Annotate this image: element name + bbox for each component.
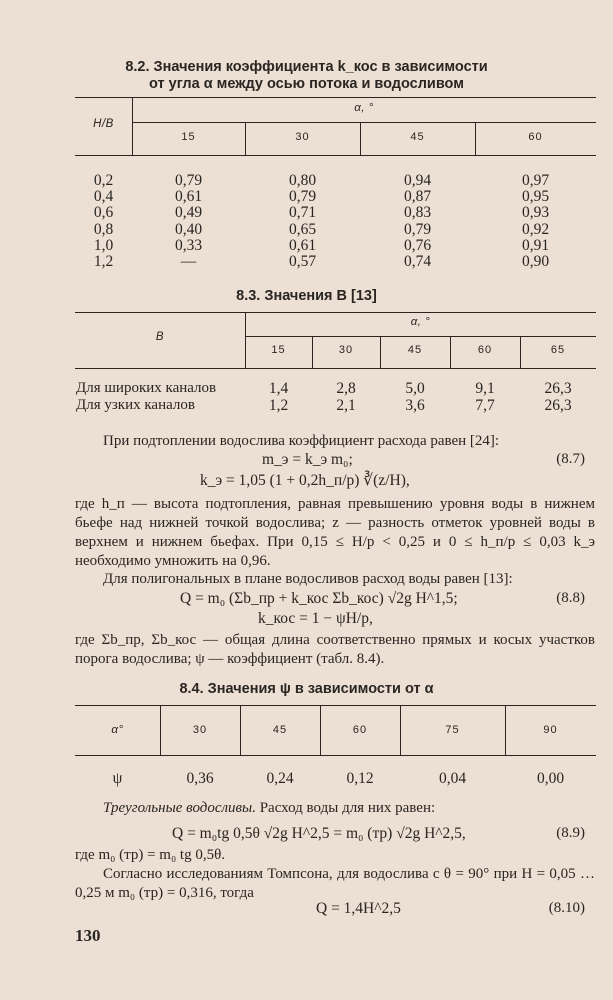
table-8-2-row-label: 0,6 (93, 204, 114, 222)
table-8-2-cell: 0,61 (288, 236, 317, 254)
table-8-2-angle: 60 (528, 131, 543, 143)
table-8-2-cell: 0,71 (288, 204, 317, 222)
table-8-3-col-header: B (155, 331, 165, 343)
table-8-3-header-rule (75, 368, 596, 369)
table-8-3-cell: 1,2 (268, 397, 289, 414)
table-8-3-angle: 30 (338, 344, 354, 356)
table-8-3-angle: 15 (271, 344, 286, 356)
paragraph: где Σb_пр, Σb_кос — общая длина соответственно прямых и косых участков порога водослива; ψ — коэффициент (табл. 8.4). (75, 632, 595, 667)
table-8-2-title-line1: 8.2. Значения коэффициента k_кос в зависимости (125, 59, 488, 75)
table-8-2-cell: 0,79 (288, 188, 317, 206)
table-8-2-cell: 0,76 (403, 236, 432, 254)
table-8-3-angle: 45 (407, 344, 423, 356)
table-8-4-angle: 90 (543, 724, 558, 736)
paragraph: Согласно исследованиям Томпсона, для водослива с θ = 90° при H = 0,05 … 0,25 м m₀ (тр) = 0,316, тогда (75, 866, 595, 901)
table-8-3-cell: 1,4 (268, 380, 289, 397)
formula-8-7b: k_э = 1,05 (1 + 0,2h_п/p) ∛(z/H), (200, 472, 410, 489)
table-8-2-cell: 0,97 (521, 172, 550, 189)
paragraph: При подтоплении водослива коэффициент расхода равен [24]: (103, 433, 500, 449)
table-8-2-cell: 0,92 (521, 220, 550, 238)
formula-8-7a: m_э = k_э m₀; (262, 451, 353, 468)
table-8-2-cell: 0,40 (174, 220, 203, 238)
table-8-4-row-label: ψ (112, 770, 123, 787)
table-8-3-angle: 60 (477, 344, 493, 356)
table-8-3-cell: 3,6 (405, 397, 425, 414)
table-8-3-cell: 9,1 (475, 380, 495, 397)
table-8-2-angle: 15 (181, 131, 196, 143)
table-8-2-cell: 0,65 (288, 220, 317, 238)
table-8-2-cell: 0,33 (174, 236, 203, 254)
paragraph-rest: Расход воды для них равен: (259, 800, 436, 816)
table-8-2-cell: 0,90 (521, 253, 550, 270)
table-8-2-row-label: 0,4 (93, 188, 114, 206)
table-8-3-cell: 26,3 (544, 397, 572, 414)
table-8-2-row-label: 1,2 (93, 253, 114, 270)
table-8-3-row-label: Для узких каналов (76, 397, 195, 413)
equation-number: (8.7) (556, 451, 585, 467)
table-8-2-top-rule (75, 97, 596, 98)
table-8-2-row-label: 0,2 (93, 172, 114, 189)
table-8-4-cell: 0,00 (536, 770, 565, 787)
paragraph-lead: Треугольные водосливы. (103, 800, 256, 816)
table-8-2-cell: 0,94 (403, 172, 432, 189)
table-8-4-cell: 0,36 (186, 770, 214, 787)
table-8-2-cell: 0,83 (403, 204, 432, 222)
table-8-4-header-rule (75, 755, 596, 756)
table-8-2-group-header: α, ° (354, 102, 374, 114)
table-8-3-cell: 2,1 (336, 397, 356, 414)
table-8-3-title: 8.3. Значения B [13] (236, 288, 377, 304)
table-8-3-row-label: Для широких каналов (76, 380, 217, 396)
table-8-2-title-line2: от угла α между осью потока и водосливом (149, 76, 464, 92)
table-8-4-angle: 60 (352, 724, 368, 736)
paragraph: где h_п — высота подтопления, равная превышению уровня воды в нижнем бьефе над нижней точкой водослива; z — разность отметок уровней воды в верхнем и нижнем бьефах. При 0,15 ≤ H/p < 0,25 и 0 ≤ h_п/p ≤ 0,03 k_э необходимо умножить на 0,96. (75, 496, 595, 569)
table-8-3-cell: 5,0 (405, 380, 425, 397)
table-8-2-row-label: 0,8 (93, 220, 114, 238)
table-8-3-angle: 65 (550, 344, 566, 356)
table-8-2-row-label: 1,0 (93, 236, 114, 254)
table-8-3-top-rule (75, 312, 596, 313)
table-8-3-cell: 2,8 (336, 380, 356, 397)
table-8-2-header-rule (75, 155, 596, 156)
paragraph: Для полигональных в плане водосливов расход воды равен [13]: (103, 571, 513, 587)
table-8-2-angle: 45 (410, 131, 425, 143)
formula-8-10: Q = 1,4H^2,5 (316, 900, 401, 917)
table-8-2-cell: — (180, 253, 197, 270)
table-8-4-title: 8.4. Значения ψ в зависимости от α (179, 681, 434, 697)
table-8-4-top-rule (75, 705, 596, 706)
table-8-4-cell: 0,12 (346, 770, 374, 787)
table-8-2-cell: 0,61 (174, 188, 203, 206)
table-8-3-group-header: α, ° (410, 316, 431, 328)
table-8-2-cell: 0,57 (288, 253, 317, 270)
table-8-2-cell: 0,91 (521, 236, 550, 254)
table-8-4-col-header: α° (111, 724, 124, 736)
table-8-2-cell: 0,93 (521, 204, 550, 222)
equation-number: (8.9) (556, 825, 585, 841)
table-8-4-angle: 45 (272, 724, 288, 736)
table-8-2-cell: 0,79 (403, 220, 432, 238)
table-8-3-cell: 26,3 (544, 380, 572, 397)
table-8-2-cell: 0,79 (174, 172, 203, 189)
table-8-2-cell: 0,87 (403, 188, 432, 206)
table-8-4-cell: 0,04 (438, 770, 467, 787)
formula-8-8b: k_кос = 1 − ψH/p, (258, 610, 373, 627)
paragraph: где m₀ (тр) = m₀ tg 0,5θ. (75, 847, 226, 863)
table-8-2-cell: 0,49 (174, 204, 203, 222)
table-8-4-angle: 30 (192, 724, 208, 736)
table-8-4-angle: 75 (445, 724, 460, 736)
table-8-2-group-rule (132, 122, 596, 123)
formula-8-8a: Q = m₀ (Σb_пр + k_кос Σb_кос) √2g H^1,5; (180, 590, 458, 607)
equation-number: (8.10) (548, 900, 585, 916)
table-8-2-cell: 0,74 (403, 253, 432, 270)
table-8-3-cell: 7,7 (475, 397, 495, 414)
table-8-2-angle: 30 (295, 131, 310, 143)
formula-8-9: Q = m₀tg 0,5θ √2g H^2,5 = m₀ (тр) √2g H^2,5, (172, 825, 466, 842)
table-8-2-col-header: H/B (93, 118, 114, 130)
paragraph (75, 799, 595, 818)
page-number: 130 (75, 926, 101, 945)
table-8-4-cell: 0,24 (266, 770, 294, 787)
table-8-2-cell: 0,80 (288, 172, 317, 189)
equation-number: (8.8) (556, 590, 585, 606)
table-8-2-cell: 0,95 (521, 188, 550, 206)
